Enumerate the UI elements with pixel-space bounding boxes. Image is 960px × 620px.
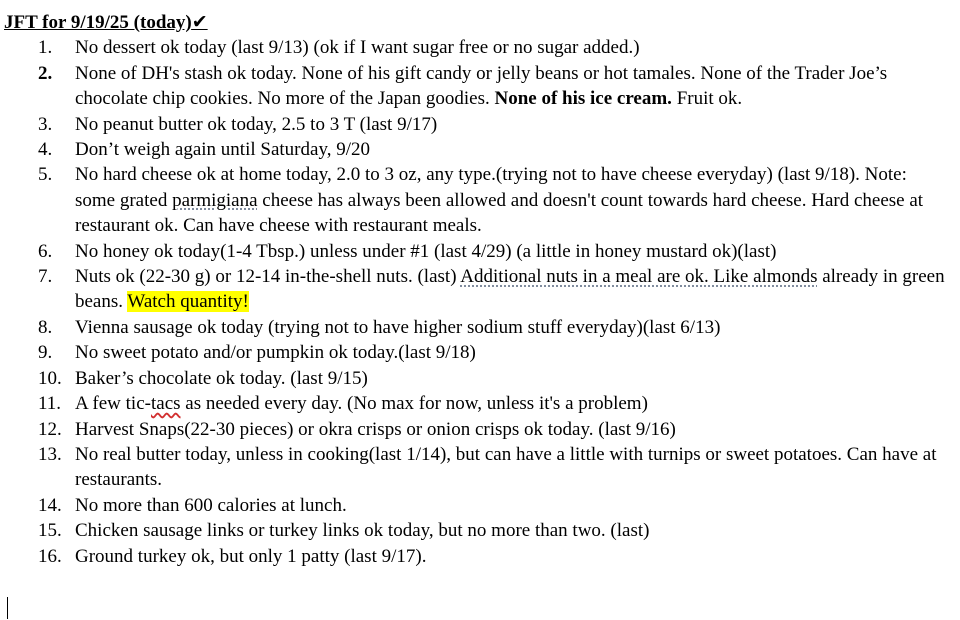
list-item-text: No peanut butter ok today, 2.5 to 3 T (last 9/17) xyxy=(75,113,438,135)
list-item-number: 5. xyxy=(38,164,53,186)
highlighted-text: Watch quantity! xyxy=(127,291,249,313)
list-item-number: 9. xyxy=(38,342,53,364)
list-item-text: No honey ok today(1-4 Tbsp.) unless under #1 (last 4/29) (a little in honey mustard ok)(last) xyxy=(75,240,777,262)
checkmark-icon: ✔ xyxy=(191,12,208,33)
list-item-number: 1. xyxy=(38,37,53,59)
list-item-text: Chicken sausage links or turkey links ok today, but no more than two. (last) xyxy=(75,520,650,542)
text-cursor xyxy=(7,597,8,619)
list-item-number: 16. xyxy=(38,545,62,567)
list-item xyxy=(4,442,950,493)
list-item xyxy=(4,544,950,569)
list-item-text: Ground turkey ok, but only 1 patty (last 9/17). xyxy=(75,545,427,567)
document-title xyxy=(4,10,950,35)
list-item-text: Vienna sausage ok today (trying not to have higher sodium stuff everyday)(last 6/13) xyxy=(75,316,721,338)
list-item xyxy=(4,315,950,340)
list-item-text: Baker’s chocolate ok today. (last 9/15) xyxy=(75,367,368,389)
underlined-text: Additional nuts in a meal are ok. Like almonds xyxy=(460,266,818,288)
list-item-number: 15. xyxy=(38,520,62,542)
list-item-text: cheese has always been allowed and doesn't count towards hard cheese. Hard cheese at restaurant ok. Can have cheese with restaurant meals. xyxy=(75,189,924,237)
list-item xyxy=(4,112,950,137)
list-item xyxy=(4,162,950,238)
list-item xyxy=(4,366,950,391)
list-item-text: Nuts ok (22-30 g) or 12-14 in-the-shell nuts. (last) xyxy=(75,266,461,288)
list-item-text: already in green beans. xyxy=(75,266,945,313)
list-item-text: No real butter today, unless in cooking(last 1/14), but can have a little with turnips or sweet potatoes. Can have at restaurants. xyxy=(75,443,937,491)
list-item-text: None of DH's stash ok today. None of his gift candy or jelly beans or hot tamales. None of the Trader Joe’s chocolate chip cookies. No more of the Japan goodies. xyxy=(75,62,888,110)
list-item xyxy=(4,391,950,416)
list-item-number: 2. xyxy=(38,62,53,84)
item-list xyxy=(4,35,950,569)
list-item-text: No sweet potato and/or pumpkin ok today.(last 9/18) xyxy=(75,342,476,364)
list-item-text: Fruit ok. xyxy=(671,88,743,110)
bold-text: None of his ice cream. xyxy=(494,88,672,110)
list-item-text: Don’t weigh again until Saturday, 9/20 xyxy=(75,139,370,161)
list-item xyxy=(4,61,950,112)
list-item-text: No dessert ok today (last 9/13) (ok if I want sugar free or no sugar added.) xyxy=(75,37,640,59)
list-item-number: 14. xyxy=(38,494,62,516)
list-item xyxy=(4,239,950,264)
list-item-text: A few tic- xyxy=(75,393,151,415)
list-item xyxy=(4,264,950,315)
list-item xyxy=(4,493,950,518)
list-item xyxy=(4,137,950,162)
list-item xyxy=(4,417,950,442)
list-item-number: 10. xyxy=(38,367,62,389)
list-item-number: 8. xyxy=(38,316,53,338)
list-item xyxy=(4,340,950,365)
list-item-text: as needed every day. (No max for now, unless it's a problem) xyxy=(180,393,648,415)
list-item-text: Harvest Snaps(22-30 pieces) or okra crisps or onion crisps ok today. (last 9/16) xyxy=(75,418,676,440)
list-item-number: 3. xyxy=(38,113,53,135)
list-item-text: No more than 600 calories at lunch. xyxy=(75,494,347,516)
list-item-number: 4. xyxy=(38,139,53,161)
title-text: JFT for 9/19/25 (today) xyxy=(4,12,192,33)
list-item-number: 6. xyxy=(38,240,53,262)
list-item xyxy=(4,35,950,60)
list-item-number: 12. xyxy=(38,418,62,440)
document-body[interactable] xyxy=(4,10,950,569)
list-item xyxy=(4,518,950,543)
underlined-text: tacs xyxy=(150,393,181,415)
list-item-number: 11. xyxy=(38,393,62,415)
list-item-number: 7. xyxy=(38,266,53,288)
underlined-text: parmigiana xyxy=(172,189,258,211)
list-item-number: 13. xyxy=(38,443,62,465)
list-item-text: No hard cheese ok at home today, 2.0 to 3 oz, any type.(trying not to have cheese everyday) (last 9/18). Note: some grated xyxy=(75,164,907,211)
